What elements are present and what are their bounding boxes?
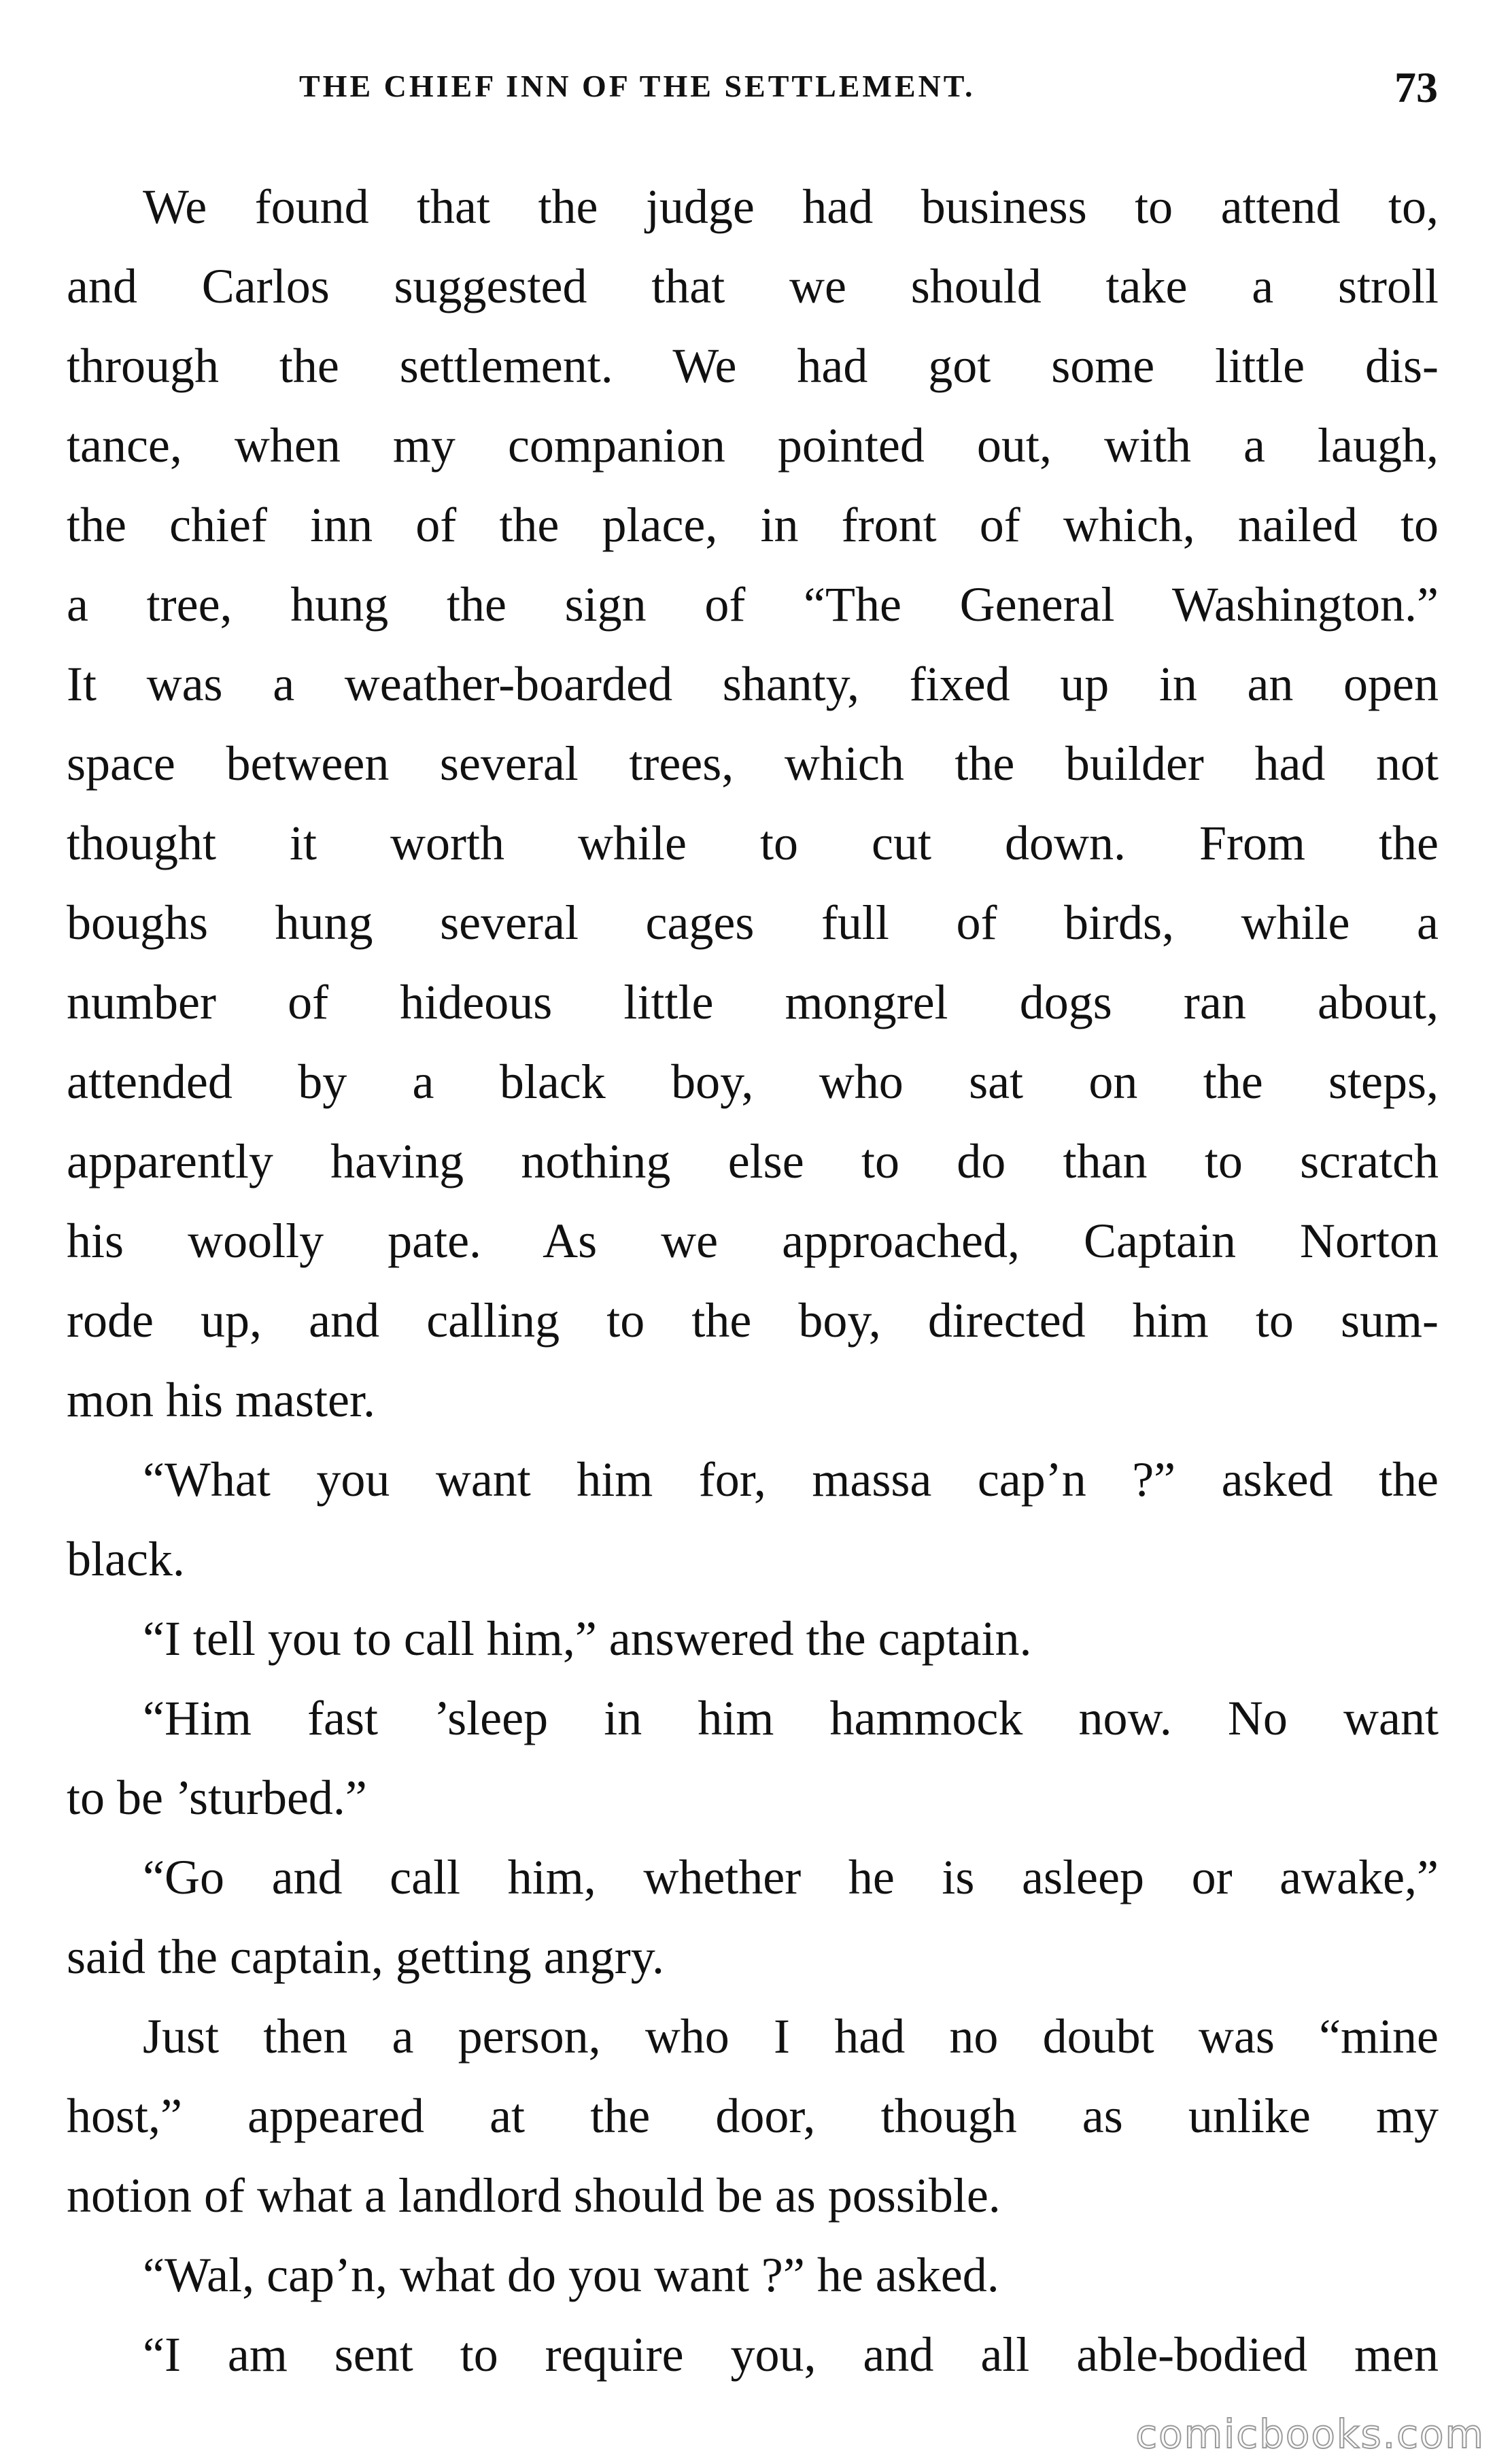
text-line: his woolly pate. As we approached, Captain Norton: [67, 1214, 1439, 1268]
text-line: thought it worth while to cut down. From the: [67, 816, 1439, 870]
running-title: THE CHIEF INN OF THE SETTLEMENT.: [299, 69, 976, 103]
text-line: space between several trees, which the builder had not: [67, 736, 1439, 791]
text-line: It was a weather-boarded shanty, fixed up in an open: [67, 657, 1439, 711]
text-line: “Him fast ’sleep in him hammock now. No want: [143, 1691, 1439, 1745]
text-line: “I tell you to call him,” answered the captain.: [143, 1611, 1032, 1666]
text-line: “Wal, cap’n, what do you want ?” he asked.: [143, 2248, 999, 2302]
watermark: comicbooks.com: [1135, 2411, 1485, 2457]
text-line: the chief inn of the place, in front of which, nailed to: [67, 498, 1439, 552]
body-text: [67, 167, 1439, 2395]
text-line: notion of what a landlord should be as possible.: [67, 2168, 1001, 2223]
text-line: number of hideous little mongrel dogs ran about,: [67, 975, 1439, 1029]
text-line: “Go and call him, whether he is asleep or awake,”: [143, 1850, 1439, 1904]
text-line: attended by a black boy, who sat on the steps,: [67, 1055, 1439, 1109]
text-line: tance, when my companion pointed out, with a laugh,: [67, 418, 1439, 473]
text-line: boughs hung several cages full of birds, while a: [67, 895, 1439, 950]
text-line: mon his master.: [67, 1373, 375, 1427]
text-line: and Carlos suggested that we should take a stroll: [67, 259, 1439, 313]
text-line: rode up, and calling to the boy, directed him to sum-: [67, 1293, 1439, 1348]
text-line: black.: [67, 1532, 185, 1586]
text-line: to be ’sturbed.”: [67, 1770, 367, 1825]
running-head: [299, 63, 1438, 124]
text-line: Just then a person, who I had no doubt was “mine: [143, 2009, 1439, 2064]
page-number: 73: [1394, 63, 1438, 112]
text-line: through the settlement. We had got some little dis-: [67, 339, 1439, 393]
text-line: host,” appeared at the door, though as unlike my: [67, 2089, 1439, 2143]
text-line: “What you want him for, massa cap’n ?” asked the: [143, 1452, 1439, 1507]
text-line: a tree, hung the sign of “The General Washington.”: [67, 577, 1439, 632]
text-line: said the captain, getting angry.: [67, 1930, 665, 1984]
text-line: We found that the judge had business to attend to,: [143, 179, 1439, 234]
text-line: “I am sent to require you, and all able-bodied men: [143, 2327, 1439, 2382]
text-line: apparently having nothing else to do than to scratch: [67, 1134, 1439, 1188]
